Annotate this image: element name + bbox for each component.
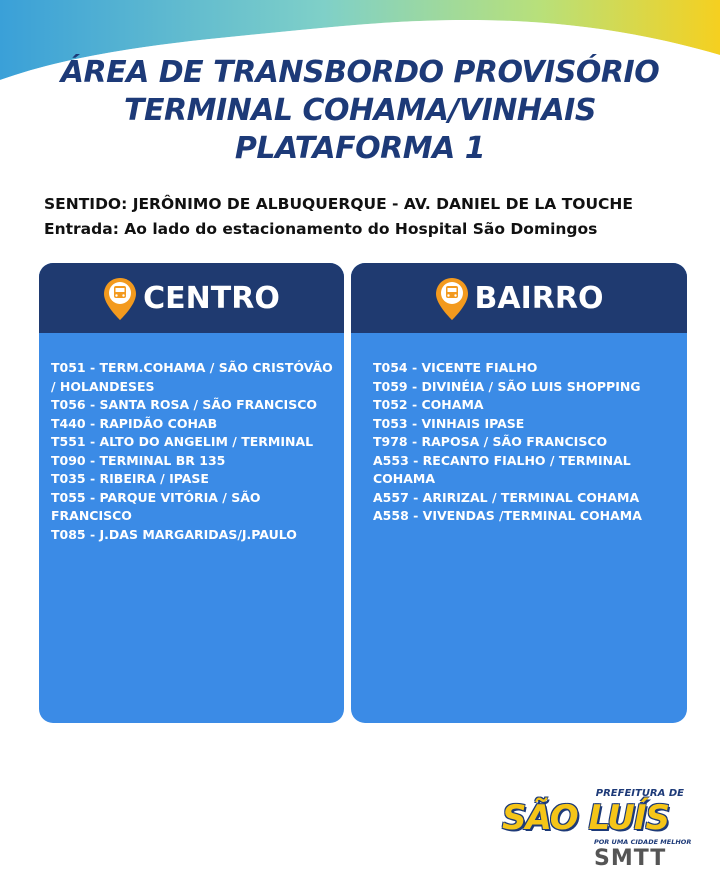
route-item: T053 - VINHAIS IPASE [373,415,525,431]
route-item: A557 - ARIRIZAL / TERMINAL COHAMA [373,489,640,505]
centro-route-list [39,333,344,544]
centro-header [39,263,344,333]
route-item: T035 - RIBEIRA / IPASE [51,471,209,486]
route-item: T978 - RAPOSA / SÃO FRANCISCO [373,434,608,449]
route-item: T051 - TERM.COHAMA / SÃO CRISTÓVÃO / HOLANDESES [51,360,333,394]
title-line-3: PLATAFORMA 1 [234,131,486,166]
page-title [0,54,720,168]
route-item: T055 - PARQUE VITÓRIA / SÃO FRANCISCO [51,489,261,523]
bairro-label: BAIRRO [474,280,604,316]
logo-city-text: SÃO LUÍS [502,798,670,838]
direction-text: SENTIDO: JERÔNIMO DE ALBUQUERQUE - AV. DANIEL DE LA TOUCHE [44,195,633,213]
entrance-text: Entrada: Ao lado do estacionamento do Hospital São Domingos [44,220,598,238]
prefeitura-logo [498,786,698,874]
route-item: T052 - COHAMA [373,397,484,412]
logo-agency: SMTT [594,846,667,871]
route-item: T059 - DIVINÉIA / SÃO LUIS SHOPPING [373,378,641,394]
route-item: T056 - SANTA ROSA / SÃO FRANCISCO [51,397,318,412]
bairro-route-list [351,333,687,526]
route-item: A558 - VIVENDAS /TERMINAL COHAMA [373,508,642,523]
centro-label: CENTRO [143,280,280,316]
route-item: T440 - RAPIDÃO COHAB [51,415,218,431]
bairro-header [351,263,687,333]
centro-panel [39,263,344,723]
route-item: T085 - J.DAS MARGARIDAS/J.PAULO [51,526,297,542]
route-item: A553 - RECANTO FIALHO / TERMINAL COHAMA [373,452,631,486]
title-line-1: ÁREA DE TRANSBORDO PROVISÓRIO [60,55,660,90]
bairro-panel [351,263,687,723]
logo-prefeitura-text: PREFEITURA DE [595,788,684,799]
title-line-2: TERMINAL COHAMA/VINHAIS [124,93,596,128]
route-item: T551 - ALTO DO ANGELIM / TERMINAL [51,434,314,449]
route-item: T054 - VICENTE FIALHO [373,360,538,375]
bus-location-pin-icon [103,277,137,321]
logo-tagline: POR UMA CIDADE MELHOR [594,838,692,846]
route-item: T090 - TERMINAL BR 135 [51,452,226,468]
bus-location-pin-icon [435,277,469,321]
